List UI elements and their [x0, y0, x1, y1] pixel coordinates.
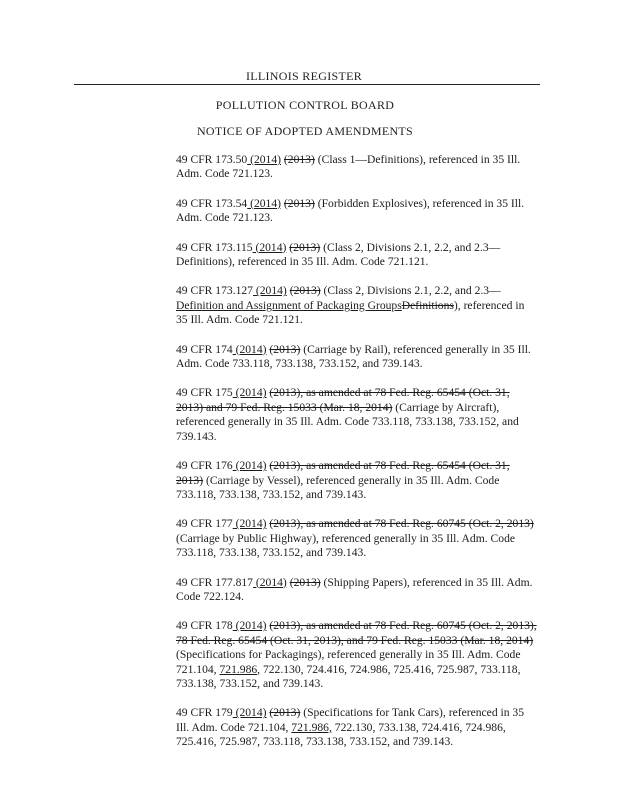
board-name: POLLUTION CONTROL BOARD — [215, 98, 395, 112]
entry-text: 49 CFR 173.127 — [176, 284, 253, 298]
inserted-text: (2014) — [232, 386, 267, 400]
header-rule — [74, 84, 540, 85]
entry-text: ), referenced in 35 Ill. Adm. Code 721.121. — [176, 298, 525, 327]
entry-text: 49 CFR 174 — [176, 342, 233, 356]
inserted-text: (2014) — [232, 706, 267, 720]
deleted-text: (2013), as amended at 78 Fed. Reg. 65454 (Oct. 31, 2013) — [176, 459, 510, 487]
deleted-text: (2013) — [269, 706, 301, 720]
cfr-entry — [176, 517, 538, 560]
entry-text: (Shipping Papers), referenced in 35 Ill. Adm. Code 722.124. — [176, 575, 533, 603]
entry-text: 49 CFR 175 — [176, 386, 233, 400]
cfr-entry — [176, 343, 538, 372]
entry-text: (Class 2, Divisions 2.1, 2.2, and 2.3—Definitions), referenced in 35 Ill. Adm. Code 721.121. — [176, 240, 501, 269]
deleted-text: (2013), as amended at 78 Fed. Reg. 60745 (Oct. 2, 2013) — [269, 517, 534, 531]
entry-text: 49 CFR 176 — [176, 459, 233, 473]
entry-text: (Forbidden Explosives), referenced in 35 Ill. Adm. Code 721.123. — [176, 196, 525, 225]
cfr-entry — [176, 576, 538, 605]
cfr-entry — [176, 153, 538, 182]
deleted-text: (2013) — [289, 575, 321, 589]
inserted-text: (2014) — [247, 196, 281, 210]
deleted-text: (2013), as amended at 78 Fed. Reg. 60745 (Oct. 2, 2013), 78 Fed. Reg. 65454 (Oct. 31, 2013), and 79 Fed. Reg. 15033 (Mar. 18, 2014) — [176, 619, 537, 647]
entry-text: 49 CFR 177.817 — [176, 575, 253, 589]
cfr-entry — [176, 459, 538, 502]
inserted-text: (2014) — [232, 342, 267, 356]
deleted-text: Definitions — [401, 298, 454, 312]
register-title: ILLINOIS REGISTER — [245, 69, 363, 83]
deleted-text: (2013) — [289, 240, 321, 254]
cfr-entry — [176, 197, 538, 226]
cfr-entry — [176, 241, 538, 270]
inserted-text: (2014) — [252, 284, 287, 298]
cfr-reference-list — [176, 153, 538, 765]
entry-text: (Carriage by Vessel), referenced generally in 35 Ill. Adm. Code 733.118, 733.138, 733.152, and 739.143. — [176, 473, 500, 501]
entry-text: (Class 1—Definitions), referenced in 35 Ill. Adm. Code 721.123. — [176, 153, 521, 181]
entry-text: 49 CFR 179 — [176, 706, 233, 720]
entry-text: (Carriage by Aircraft), referenced generally in 35 Ill. Adm. Code 733.118, 733.138, 733.152, and 739.143. — [176, 400, 519, 443]
entry-text: 49 CFR 173.115 — [176, 240, 253, 254]
entry-text: (Class 2, Divisions 2.1, 2.2, and 2.3— — [320, 284, 501, 298]
inserted-text: 721.986, — [219, 662, 261, 676]
inserted-text: (2014) — [232, 517, 267, 531]
inserted-text: (2014) — [252, 240, 287, 254]
inserted-text: (2014) — [247, 153, 281, 166]
entry-text: 722.130, 724.416, 724.986, 725.416, 725.987, 733.118, 733.138, 733.152, and 739.143. — [176, 662, 521, 690]
notice-heading: NOTICE OF ADOPTED AMENDMENTS — [196, 124, 414, 138]
entry-text: 49 CFR 178 — [176, 619, 233, 633]
cfr-entry — [176, 386, 538, 444]
inserted-text: Definition and Assignment of Packaging Groups — [176, 298, 402, 312]
entry-text: 49 CFR 173.50 — [176, 153, 248, 166]
entry-text: 722.130, 733.138, 724.416, 724.986, 725.416, 725.987, 733.118, 733.138, 733.152, and 739.143. — [176, 720, 506, 749]
inserted-text: (2014) — [232, 459, 267, 473]
deleted-text: (2013) — [289, 284, 321, 298]
cfr-entry — [176, 619, 538, 691]
entry-text: (Carriage by Rail), referenced generally in 35 Ill. Adm. Code 733.118, 733.138, 733.152, and 739.143. — [176, 342, 531, 371]
deleted-text: (2013) — [269, 342, 301, 356]
entry-text: 49 CFR 177 — [176, 517, 233, 531]
cfr-entry — [176, 284, 538, 327]
entry-text: 49 CFR 173.54 — [176, 196, 248, 210]
entry-text: (Specifications for Packagings), referenced generally in 35 Ill. Adm. Code 721.104, — [176, 648, 521, 676]
entry-text: (Carriage by Public Highway), referenced generally in 35 Ill. Adm. Code 733.118, 733.138, 733.152, and 739.143. — [176, 531, 516, 560]
cfr-entry — [176, 706, 538, 749]
deleted-text: (2013) — [283, 153, 315, 166]
inserted-text: 721.986, — [291, 720, 332, 734]
inserted-text: (2014) — [232, 619, 267, 633]
deleted-text: (2013), as amended at 78 Fed. Reg. 65454 (Oct. 31, 2013) and 79 Fed. Reg. 15033 (Mar. 18, 2014) — [176, 386, 510, 414]
deleted-text: (2013) — [283, 196, 315, 210]
inserted-text: (2014) — [252, 575, 287, 589]
entry-text: (Specifications for Tank Cars), referenced in 35 Ill. Adm. Code 721.104, — [176, 706, 525, 734]
